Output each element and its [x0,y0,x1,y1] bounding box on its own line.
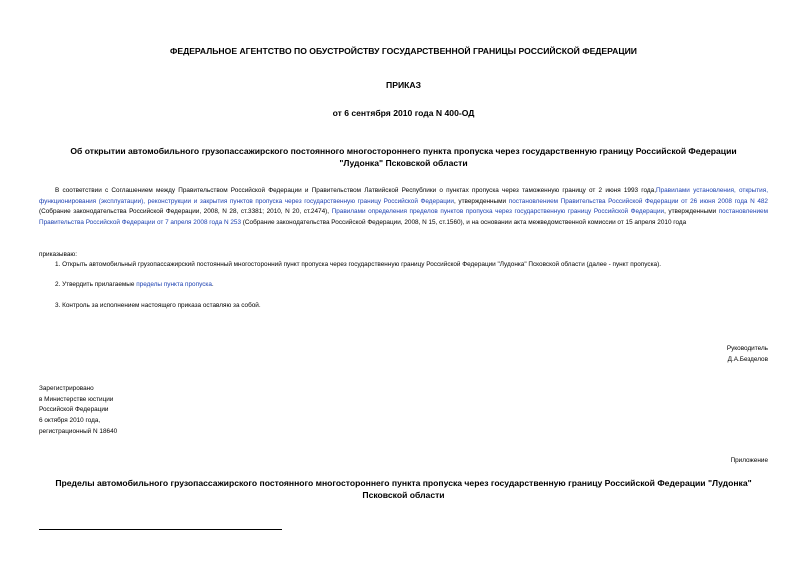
preamble-text-5: (Собрание законодательства Российской Федерации, 2008, N 15, ст.1560), и на основании акта межведомственной комиссии от 15 апреля 2010 года [241,219,687,227]
order-intro: приказываю: [39,251,77,258]
document-subject-line2: "Лудонка" Псковской области [339,158,468,168]
order-item-2-end: . [211,281,214,288]
link-rules-limits[interactable]: Правилами определения пределов пунктов пропуска через государственную границу Российской Федерации [331,208,665,216]
footnote-divider [39,529,282,530]
appendix-label: Приложение [730,457,768,464]
appendix-title-line1: Пределы автомобильного грузопассажирского постоянного многостороннего пункта пропуска через государственную границу Российской Федерации "Лудонка" [55,478,752,488]
preamble-text-3: (Собрание законодательства Российской Федерации, 2008, N 28, ст.3381; 2010, N 20, ст.2474), [39,208,332,216]
registration-block [39,384,117,438]
link-resolution-482[interactable]: постановлением Правительства Российской Федерации от 26 июня 2008 года N 482 [508,197,768,205]
preamble-text-4: , утвержденными [664,208,719,216]
signature-role: Руководитель [726,345,768,352]
registration-line: 6 октября 2010 года, [39,417,101,425]
preamble-paragraph [39,186,768,229]
order-item-2-text: 2. Утвердить прилагаемые [55,281,137,288]
appendix-title-line2: Псковской области [362,490,445,500]
link-rules-checkpoints[interactable]: Правилами установления, открытия, функционирования (эксплуатации), реконструкции и закрытия пунктов пропуска через государственную границу Российской Федерации [39,187,768,205]
preamble-text-1: В соответствии с Соглашением между Правительством Российской Федерации и Правительством Латвийской Республики о пунктах пропуска через таможенную границу от 2 июня 1993 года, [55,187,656,194]
registration-line: в Министерстве юстиции [39,395,114,403]
registration-line: Российской Федерации [39,406,109,414]
document-date-number: от 6 сентября 2010 года N 400-ОД [332,108,475,118]
signature-name: Д.А.Безделов [727,356,768,363]
document-type: ПРИКАЗ [386,80,421,90]
agency-name: ФЕДЕРАЛЬНОЕ АГЕНТСТВО ПО ОБУСТРОЙСТВУ ГОСУДАРСТВЕННОЙ ГРАНИЦЫ РОССИЙСКОЙ ФЕДЕРАЦИИ [170,46,637,56]
document-subject-line1: Об открытии автомобильного грузопассажирского постоянного многостороннего пункта пропуска через государственную границу Российской Федерации [70,146,737,156]
order-item-3: 3. Контроль за исполнением настоящего приказа оставляю за собой. [55,302,261,309]
registration-line: регистрационный N 18640 [39,427,118,435]
preamble-text-2: , утвержденными [454,197,509,205]
order-item-2 [55,280,214,291]
registration-line: Зарегистрировано [39,385,94,392]
link-resolution-253[interactable]: постановлением Правительства Российской Федерации от 7 апреля 2008 года N 253 [39,208,768,227]
order-item-1: 1. Открыть автомобильный грузопассажирский постоянный многосторонний пункт пропуска через государственную границу Российской Федерации "Лудонка" Псковской области (далее - пункт пропуска). [55,261,661,268]
link-checkpoint-limits[interactable]: пределы пункта пропуска [136,281,212,288]
